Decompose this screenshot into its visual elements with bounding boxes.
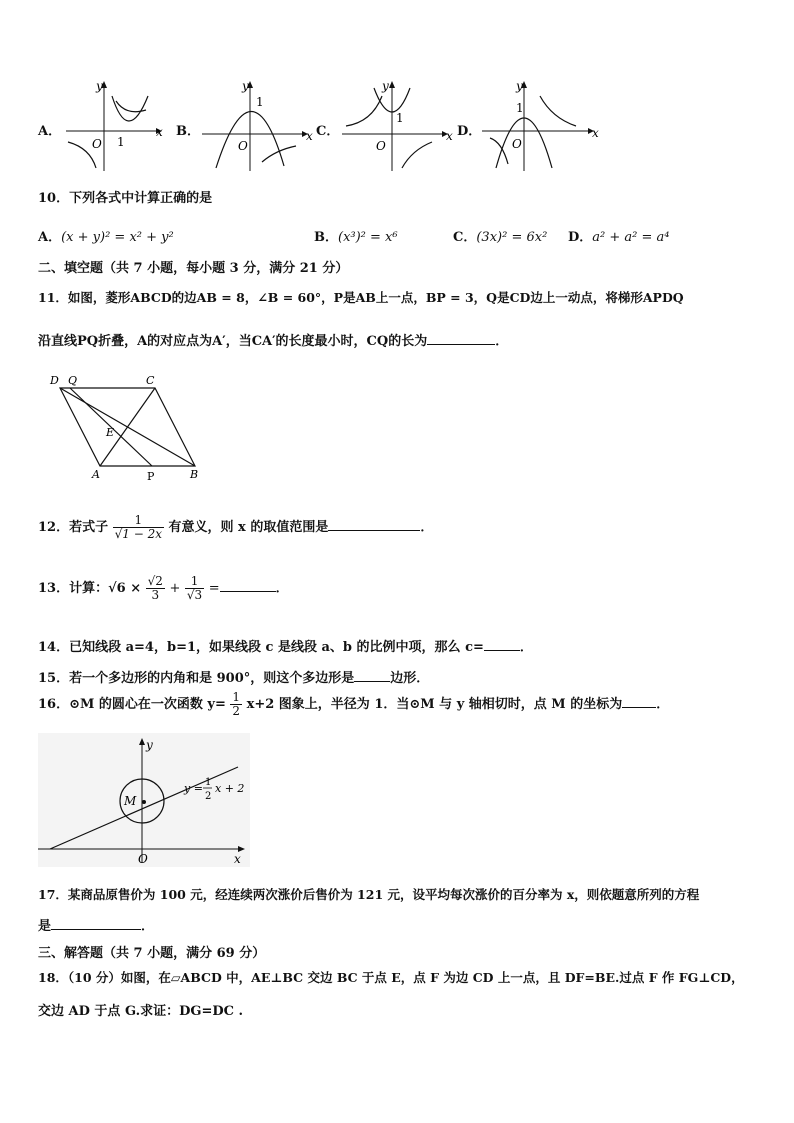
q16-origin: O [138, 852, 148, 866]
q16-y-label: y [146, 738, 153, 752]
q16-figure [38, 733, 250, 867]
q14: 14．已知线段 a=4，b=1，如果线段 c 是线段 a、b 的比例中项，那么 c= ． [38, 640, 533, 655]
q16-x-label: x [234, 852, 241, 866]
svg-text:1: 1 [516, 101, 524, 115]
q18-line2: 交边 AD 于点 G.求证：DG=DC . [38, 1004, 244, 1019]
q10-option-a: A．(x + y)² = x² + y² [38, 230, 174, 245]
svg-text:y: y [242, 79, 249, 93]
q10-stem: 10．下列各式中计算正确的是 [38, 191, 213, 206]
q15: 15．若一个多边形的内角和是 900°，则这个多边形是 边形． [38, 671, 430, 686]
svg-text:O: O [238, 139, 248, 153]
q16-eq-prefix: y = [184, 782, 203, 795]
q12: 12．若式子 $\frac{1}{√1 - 2x}$ 有意义，则 x 的取值范围是 ． [38, 513, 434, 541]
svg-text:x: x [446, 129, 453, 143]
section-2-heading: 二、填空题（共 7 小题，每小题 3 分，满分 21 分） [38, 261, 349, 276]
q9-graph-b [198, 76, 318, 176]
svg-text:y: y [96, 79, 103, 93]
q16: 16．⊙M 的圆心在一次函数 y= $\frac{1}{2}$ x+2 图象上，半径为 1．当⊙M 与 y 轴相切时，点 M 的坐标为 ． [38, 690, 670, 718]
svg-text:x: x [306, 129, 313, 143]
q16-eq-suffix: x + 2 [215, 782, 245, 795]
svg-text:y: y [382, 79, 389, 93]
q17-line2: 是 ． [38, 919, 155, 934]
q18-line1: 18．（10 分）如图，在▱ABCD 中，AE⊥BC 交边 BC 于点 E，点 F 为边 CD 上一点，且 DF=BE.过点 F 作 FG⊥CD， [38, 970, 744, 985]
q10-option-b: B．(x³)² = x⁶ [314, 230, 398, 245]
q16-eq-den: 2 [205, 791, 212, 802]
q16-eq-num: 1 [205, 777, 212, 788]
svg-text:1: 1 [117, 135, 125, 149]
svg-text:O: O [376, 139, 386, 153]
q9-option-a-label: A． [38, 124, 62, 139]
svg-text:O: O [92, 137, 102, 151]
section-3-heading: 三、解答题（共 7 小题，满分 69 分） [38, 946, 266, 961]
q9-option-d-label: D． [457, 124, 482, 139]
q11-label-e: E [106, 426, 115, 439]
q13: 13．计算：√6 × $\frac{√2}{3}$ + $\frac{1}{√3}$ = ． [38, 574, 289, 602]
q10-option-c: C．(3x)² = 6x² [453, 230, 548, 245]
svg-text:y: y [516, 79, 523, 93]
svg-text:x: x [156, 125, 163, 139]
q11-label-b: B [190, 468, 199, 481]
q11-label-p: P [147, 470, 155, 483]
q11-label-c: C [146, 374, 155, 387]
q11-label-q: Q [68, 374, 78, 387]
q17-line1: 17．某商品原售价为 100 元，经连续两次涨价后售价为 121 元，设平均每次涨价的百分率为 x，则依题意所列的方程 [38, 887, 700, 902]
svg-text:O: O [512, 137, 522, 151]
q11-line1: 11．如图，菱形ABCD的边AB = 8，∠B = 60°，P是AB上一点，BP = 3，Q是CD边上一动点，将梯形APDQ [38, 290, 684, 305]
svg-text:x: x [592, 126, 599, 140]
svg-text:1: 1 [396, 111, 404, 125]
q11-label-d: D [50, 374, 59, 387]
svg-text:1: 1 [256, 95, 264, 109]
q11-rhombus-figure [40, 368, 210, 486]
q9-option-b-label: B． [176, 124, 200, 139]
q10-option-d: D．a² + a² = a⁴ [568, 230, 670, 245]
q9-graph-d [478, 76, 603, 176]
q11-label-a: A [92, 468, 100, 481]
q9-graph-a [60, 76, 170, 176]
q9-graph-c [336, 76, 456, 176]
q9-option-c-label: C． [316, 124, 340, 139]
q11-line2: 沿直线PQ折叠，A的对应点为A′，当CA′的长度最小时，CQ的长为 ． [38, 334, 509, 349]
q16-m-label: M [124, 794, 137, 808]
